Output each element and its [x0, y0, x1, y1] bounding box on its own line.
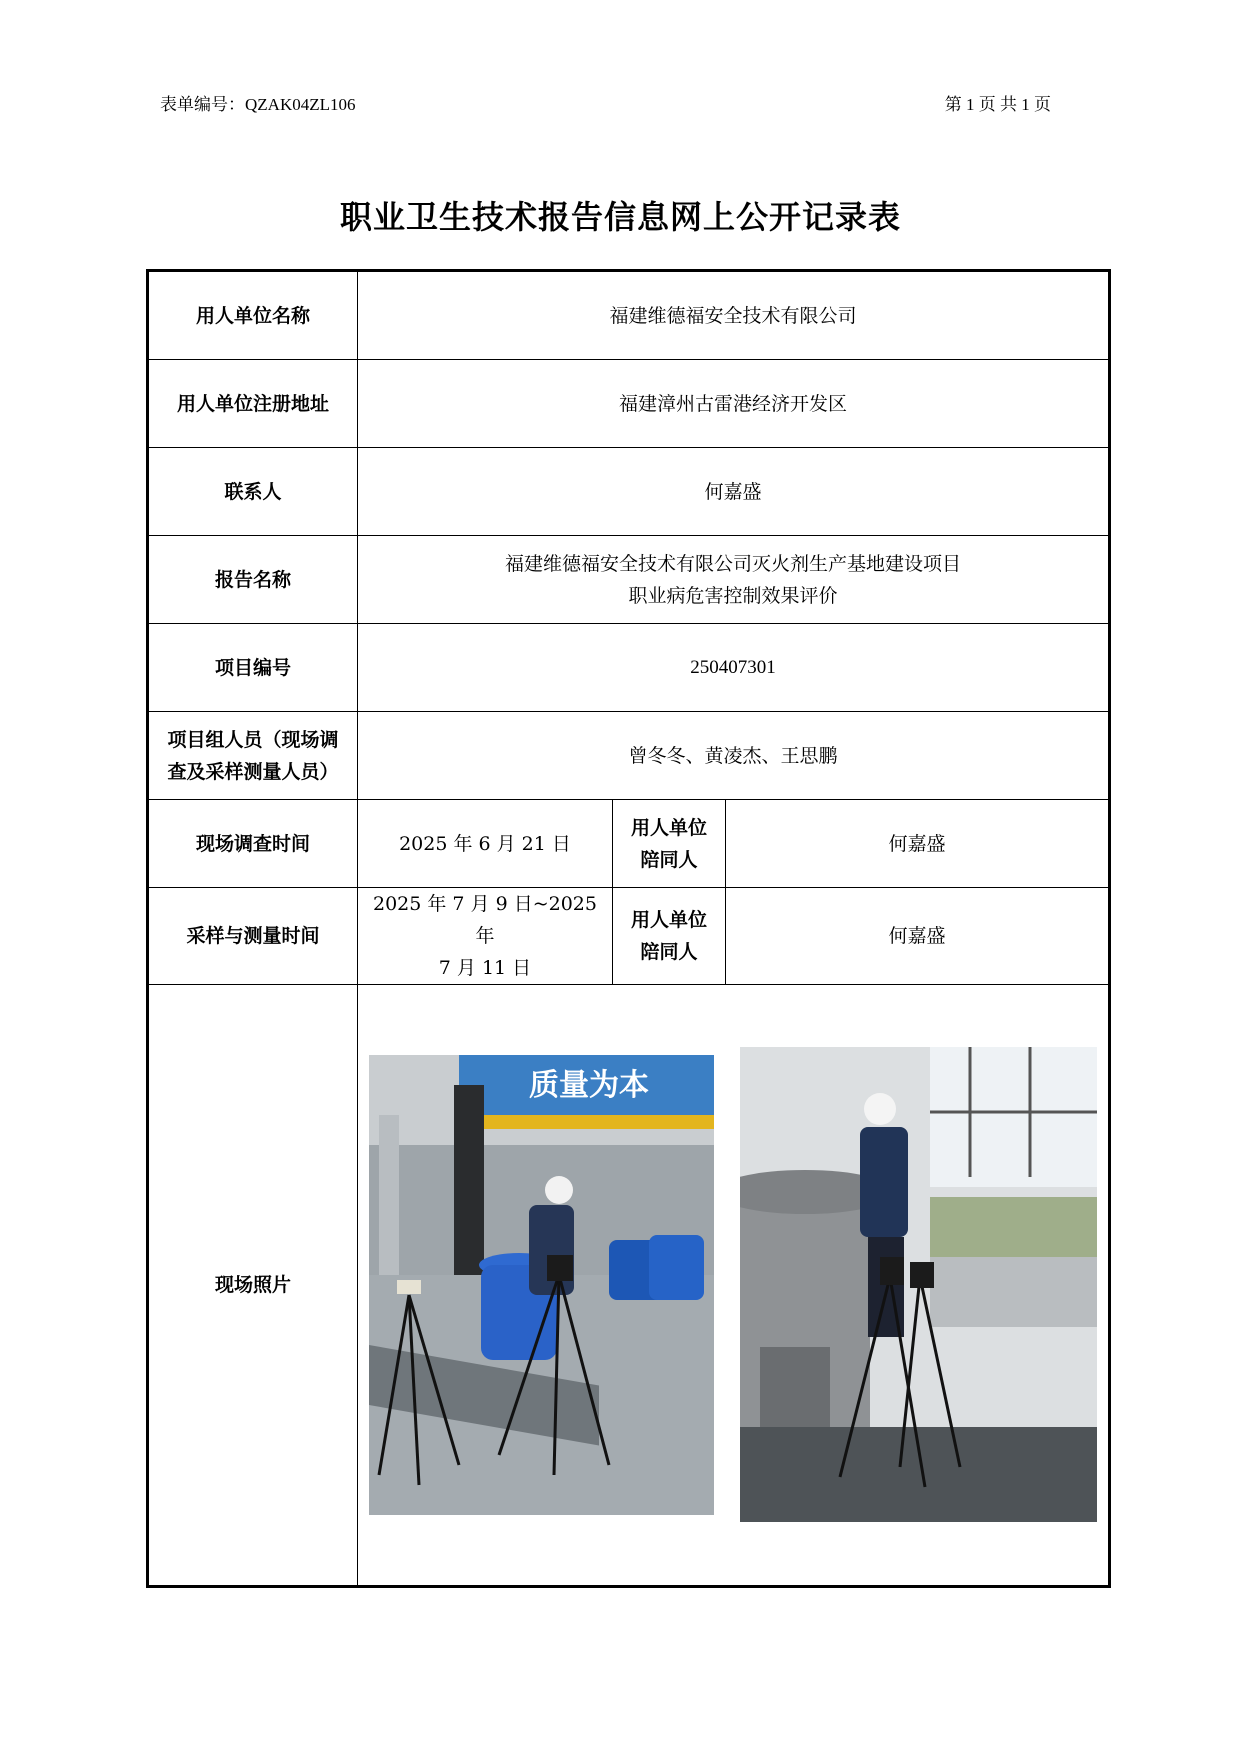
contact-value: 何嘉盛 — [358, 448, 1110, 536]
row-employer-address — [148, 360, 1110, 448]
row-employer-name — [148, 271, 1110, 360]
sampling-companion-value: 何嘉盛 — [726, 888, 1110, 985]
survey-value: 2025 年 6 月 21 日 — [358, 800, 613, 888]
row-sampling — [148, 888, 1110, 985]
project-no-value: 250407301 — [358, 624, 1110, 712]
survey-label: 现场调查时间 — [148, 800, 358, 888]
photos-container — [358, 985, 1108, 1585]
row-contact — [148, 448, 1110, 536]
sampling-companion-label — [613, 888, 726, 985]
team-value: 曾冬冬、黄凌杰、王思鹏 — [358, 712, 1110, 800]
form-number: 表单编号：QZAK04ZL106 — [160, 95, 356, 114]
sampling-value-line-2: 7 月 11 日 — [438, 957, 532, 979]
sampling-value-line-1: 2025 年 7 月 9 日~2025 年 — [372, 893, 597, 947]
sampling-companion-label-line-2: 陪同人 — [640, 941, 698, 963]
team-label-line-1: 项目组人员（现场调 — [167, 728, 339, 751]
photos-cell — [358, 985, 1110, 1587]
employer-name-value: 福建维德福安全技术有限公司 — [358, 271, 1110, 360]
survey-companion-value: 何嘉盛 — [726, 800, 1110, 888]
row-team — [148, 712, 1110, 800]
survey-companion-label-line-1: 用人单位 — [630, 816, 707, 839]
row-photos — [148, 985, 1110, 1587]
row-project-no — [148, 624, 1110, 712]
team-label-line-2: 查及采样测量人员） — [167, 760, 339, 783]
team-label — [148, 712, 358, 800]
row-survey — [148, 800, 1110, 888]
survey-companion-label-line-2: 陪同人 — [640, 848, 698, 871]
employer-address-value: 福建漳州古雷港经济开发区 — [358, 360, 1110, 448]
report-name-line-1: 福建维德福安全技术有限公司灭火剂生产基地建设项目 — [505, 552, 962, 575]
sampling-companion-label-line-1: 用人单位 — [630, 909, 707, 931]
employer-name-label: 用人单位名称 — [148, 271, 358, 360]
document-title: 职业卫生技术报告信息网上公开记录表 — [339, 198, 901, 236]
report-name-line-2: 职业病危害控制效果评价 — [628, 584, 838, 607]
record-table — [146, 269, 1111, 1588]
employer-address-label: 用人单位注册地址 — [148, 360, 358, 448]
survey-companion-label — [613, 800, 726, 888]
page-info: 第 1 页 共 1 页 — [944, 95, 1051, 114]
report-name-label: 报告名称 — [148, 536, 358, 624]
photo-banner-text: 质量为本 — [529, 1068, 649, 1103]
photos-label: 现场照片 — [148, 985, 358, 1587]
report-name-value — [358, 536, 1110, 624]
row-report-name — [148, 536, 1110, 624]
contact-label: 联系人 — [148, 448, 358, 536]
site-photo-2 — [740, 1047, 1097, 1522]
sampling-value — [358, 888, 613, 985]
sampling-label: 采样与测量时间 — [148, 888, 358, 985]
site-photo-1 — [369, 1055, 714, 1515]
project-no-label: 项目编号 — [148, 624, 358, 712]
